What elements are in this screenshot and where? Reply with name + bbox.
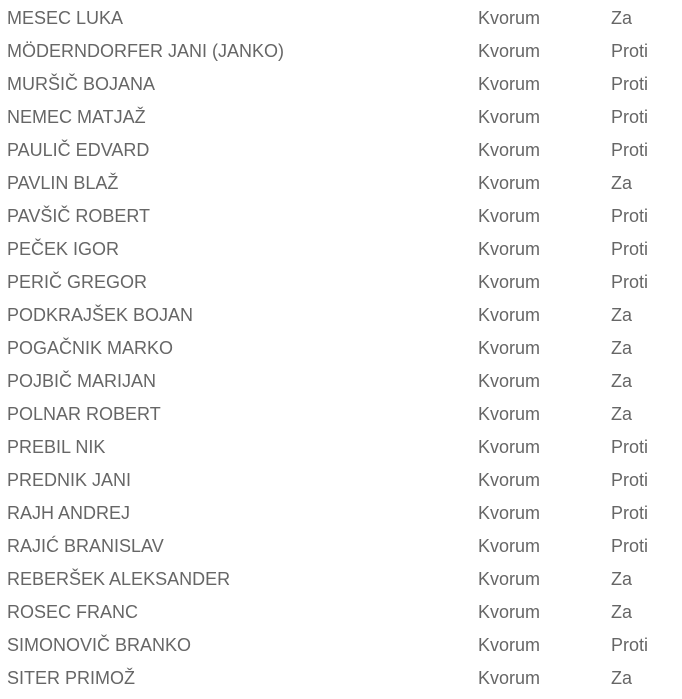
table-row <box>0 330 682 363</box>
table-row <box>0 0 682 33</box>
member-name: PAVŠIČ ROBERT <box>7 206 151 226</box>
member-name: RAJH ANDREJ <box>7 503 131 523</box>
table-row <box>0 132 682 165</box>
table-row <box>0 264 682 297</box>
table-row <box>0 231 682 264</box>
presence-status: Kvorum <box>478 668 541 688</box>
vote-value: Za <box>611 338 633 358</box>
member-name: RAJIĆ BRANISLAV <box>7 536 164 556</box>
vote-value: Proti <box>611 239 649 259</box>
vote-value: Proti <box>611 140 649 160</box>
member-name: MURŠIČ BOJANA <box>7 74 156 94</box>
vote-value: Za <box>611 8 633 28</box>
member-name: PAULIČ EDVARD <box>7 140 150 160</box>
presence-status: Kvorum <box>478 437 541 457</box>
member-name: POJBIČ MARIJAN <box>7 371 157 391</box>
table-row <box>0 561 682 594</box>
presence-status: Kvorum <box>478 239 541 259</box>
table-row <box>0 627 682 660</box>
member-name: ROSEC FRANC <box>7 602 139 622</box>
presence-status: Kvorum <box>478 206 541 226</box>
presence-status: Kvorum <box>478 371 541 391</box>
presence-status: Kvorum <box>478 635 541 655</box>
vote-value: Proti <box>611 272 649 292</box>
presence-status: Kvorum <box>478 8 541 28</box>
presence-status: Kvorum <box>478 338 541 358</box>
vote-value: Proti <box>611 503 649 523</box>
member-name: MESEC LUKA <box>7 8 124 28</box>
member-name: PEČEK IGOR <box>7 239 120 259</box>
table-row <box>0 594 682 627</box>
table-row <box>0 33 682 66</box>
table-row <box>0 297 682 330</box>
table-row <box>0 99 682 132</box>
member-name: SIMONOVIČ BRANKO <box>7 635 192 655</box>
vote-value: Proti <box>611 41 649 61</box>
member-name: PREBIL NIK <box>7 437 106 457</box>
presence-status: Kvorum <box>478 74 541 94</box>
table-row <box>0 462 682 495</box>
presence-status: Kvorum <box>478 569 541 589</box>
presence-status: Kvorum <box>478 140 541 160</box>
member-name: PERIČ GREGOR <box>7 272 148 292</box>
member-name: NEMEC MATJAŽ <box>7 107 146 127</box>
vote-value: Za <box>611 305 633 325</box>
vote-value: Za <box>611 371 633 391</box>
member-name: SITER PRIMOŽ <box>7 668 136 688</box>
presence-status: Kvorum <box>478 602 541 622</box>
presence-status: Kvorum <box>478 305 541 325</box>
presence-status: Kvorum <box>478 272 541 292</box>
table-row <box>0 396 682 429</box>
member-name: PAVLIN BLAŽ <box>7 173 119 193</box>
vote-value: Za <box>611 569 633 589</box>
vote-value: Za <box>611 404 633 424</box>
table-row <box>0 495 682 528</box>
table-row <box>0 66 682 99</box>
vote-value: Za <box>611 668 633 688</box>
vote-value: Proti <box>611 437 649 457</box>
member-name: PODKRAJŠEK BOJAN <box>7 305 194 325</box>
vote-value: Proti <box>611 635 649 655</box>
member-name: REBERŠEK ALEKSANDER <box>7 569 231 589</box>
vote-value: Proti <box>611 74 649 94</box>
member-name: POGAČNIK MARKO <box>7 338 174 358</box>
member-name: PREDNIK JANI <box>7 470 132 490</box>
vote-value: Proti <box>611 206 649 226</box>
vote-value: Za <box>611 173 633 193</box>
table-row <box>0 165 682 198</box>
member-name: POLNAR ROBERT <box>7 404 161 424</box>
presence-status: Kvorum <box>478 536 541 556</box>
table-row <box>0 429 682 462</box>
vote-value: Za <box>611 602 633 622</box>
presence-status: Kvorum <box>478 470 541 490</box>
presence-status: Kvorum <box>478 404 541 424</box>
table-row <box>0 198 682 231</box>
presence-status: Kvorum <box>478 41 541 61</box>
vote-value: Proti <box>611 107 649 127</box>
presence-status: Kvorum <box>478 107 541 127</box>
presence-status: Kvorum <box>478 503 541 523</box>
member-name: MÖDERNDORFER JANI (JANKO) <box>7 41 285 61</box>
presence-status: Kvorum <box>478 173 541 193</box>
table-row <box>0 660 682 693</box>
table-row <box>0 363 682 396</box>
vote-value: Proti <box>611 470 649 490</box>
vote-value: Proti <box>611 536 649 556</box>
table-row <box>0 528 682 561</box>
